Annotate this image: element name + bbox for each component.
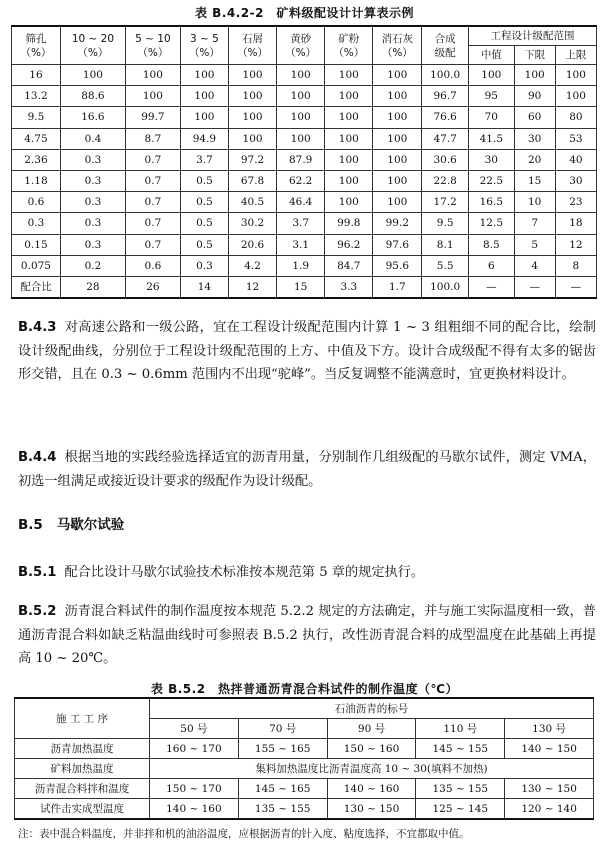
- table-cell: 3.7: [277, 213, 325, 234]
- clause-text: 根据当地的实践经验选择适宜的沥青用量，分别制作几组级配的马歇尔试件，测定 VMA，初选一组满足或接近设计要求的级配作为设计级配。: [18, 450, 596, 489]
- table-cell: 80: [555, 107, 596, 128]
- column-header: 中值: [469, 46, 515, 65]
- table-row: [15, 759, 594, 779]
- table-cell: 97.6: [373, 234, 422, 255]
- table-note: 注：表中混合料温度，并非拌和机的油浴温度，应根据沥青的针入度、粘度选择，不宜都取中值。: [18, 828, 470, 840]
- table-cell: 100: [325, 107, 373, 128]
- clause-number: B.4.4: [18, 450, 57, 465]
- clause-b-4-4: [18, 446, 596, 493]
- table-cell: 15: [277, 276, 325, 298]
- clause-b-5-2: [18, 600, 596, 671]
- table-cell: 0.3: [60, 213, 125, 234]
- table-cell: 140 ~ 150: [505, 739, 594, 759]
- clause-number: B.5.2: [18, 604, 57, 619]
- column-header: 70 号: [238, 719, 327, 739]
- clause-text: 沥青混合料试件的制作温度按本规范 5.2.2 规定的方法确定，并与施工实际温度相一致，普通沥青混合料如缺乏粘温曲线时可参照表 B.5.2 执行，改性沥青混合料的成型温度在此基础上再提高 10 ~ 20℃。: [18, 604, 596, 666]
- table-cell: 30.6: [422, 149, 469, 170]
- table-cell: 90: [514, 86, 555, 107]
- clause-number: B.4.3: [18, 320, 57, 335]
- table-cell: 96.2: [325, 234, 373, 255]
- table-cell: 120 ~ 140: [505, 799, 594, 820]
- table-cell: 9.5: [422, 213, 469, 234]
- section-title: 马歇尔试验: [56, 517, 125, 533]
- table-cell: 16.6: [60, 107, 125, 128]
- table-cell: 4: [514, 255, 555, 276]
- table-cell: 40: [555, 149, 596, 170]
- table-cell: —: [555, 276, 596, 298]
- table-cell: 100: [373, 149, 422, 170]
- table-cell: 100: [180, 65, 228, 86]
- table-row: [12, 149, 597, 170]
- row-label: 矿料加热温度: [15, 759, 150, 779]
- table-row: [12, 213, 597, 234]
- table-cell: 96.7: [422, 86, 469, 107]
- table2-caption: 表 B.5.2 热拌普通沥青混合料试件的制作温度（℃）: [150, 682, 459, 696]
- table-cell: 100: [325, 65, 373, 86]
- column-header: 5 ~ 10 （%）: [125, 26, 180, 65]
- table-cell: 53: [555, 128, 596, 149]
- table-cell: 145 ~ 155: [416, 739, 505, 759]
- table-cell: 95: [469, 86, 515, 107]
- table-cell: 100: [277, 86, 325, 107]
- table-cell: 84.7: [325, 255, 373, 276]
- table-cell: 13.2: [12, 86, 61, 107]
- table-cell: —: [514, 276, 555, 298]
- table-cell: 100: [514, 65, 555, 86]
- table-cell: 0.5: [180, 234, 228, 255]
- column-header: 消石灰 （%）: [373, 26, 422, 65]
- section-heading: [18, 513, 124, 533]
- table-cell: 0.5: [180, 192, 228, 213]
- table-row: [12, 86, 597, 107]
- table-cell: 125 ~ 145: [416, 799, 505, 820]
- table-cell: 26: [125, 276, 180, 298]
- table-cell: 150 ~ 160: [327, 739, 416, 759]
- table-cell: 100: [373, 107, 422, 128]
- table-cell: 1.9: [277, 255, 325, 276]
- table-cell: —: [469, 276, 515, 298]
- column-header: 合成 级配: [422, 26, 469, 65]
- table-cell: 6: [469, 255, 515, 276]
- table-cell: 3.3: [325, 276, 373, 298]
- column-header: 黄砂 （%）: [277, 26, 325, 65]
- table-cell: 2.36: [12, 149, 61, 170]
- column-header: 下限: [514, 46, 555, 65]
- table-cell: 配合比: [12, 276, 61, 298]
- table-cell: 145 ~ 165: [238, 779, 327, 799]
- table-row: [12, 255, 597, 276]
- table-cell: 0.3: [12, 213, 61, 234]
- table-cell: 40.5: [229, 192, 277, 213]
- table-cell: 100: [373, 86, 422, 107]
- column-header: 施 工 工 序: [15, 698, 150, 739]
- table-cell: 100: [180, 107, 228, 128]
- table-cell: 5: [514, 234, 555, 255]
- table-cell: 15: [514, 170, 555, 191]
- column-header: 10 ~ 20 （%）: [60, 26, 125, 65]
- table-cell: 130 ~ 150: [327, 799, 416, 820]
- table-cell: 0.5: [180, 170, 228, 191]
- table-cell: 47.7: [422, 128, 469, 149]
- table-cell: 0.15: [12, 234, 61, 255]
- table-cell: 8.7: [125, 128, 180, 149]
- column-header: 110 号: [416, 719, 505, 739]
- table-cell: 100: [229, 128, 277, 149]
- table-cell: 10: [514, 192, 555, 213]
- table-cell: 135 ~ 155: [238, 799, 327, 820]
- column-group-header: 石油沥青的标号: [150, 698, 594, 719]
- clause-b-5-1: [18, 561, 596, 585]
- table-cell: 4.75: [12, 128, 61, 149]
- table-cell: 0.5: [180, 213, 228, 234]
- column-header: 50 号: [150, 719, 239, 739]
- table-cell: 12.5: [469, 213, 515, 234]
- table-row: [12, 65, 597, 86]
- table-row: [12, 107, 597, 128]
- table-cell: 9.5: [12, 107, 61, 128]
- gradation-table: [11, 25, 597, 299]
- table-cell: 160 ~ 170: [150, 739, 239, 759]
- clause-text: 对高速公路和一级公路，宜在工程设计级配范围内计算 1 ~ 3 组粗细不同的配合比，绘制设计级配曲线，分别位于工程设计级配范围的上方、中值及下方。设计合成级配不得有太多的锯齿形交错，且在 0.3 ~ 0.6mm 范围内不出现“驼峰”。当反复调整不能满意时，宜更换材料设计。: [18, 320, 596, 382]
- table-cell: 0.6: [125, 255, 180, 276]
- table-cell: 12: [229, 276, 277, 298]
- table-cell: 14: [180, 276, 228, 298]
- table-cell: 100: [373, 192, 422, 213]
- table-cell: 22.5: [469, 170, 515, 191]
- table-header-row: [12, 26, 597, 46]
- table-cell: 0.3: [60, 149, 125, 170]
- table-cell: 100.0: [422, 276, 469, 298]
- table-cell: 12: [555, 234, 596, 255]
- table-cell: 130 ~ 150: [505, 779, 594, 799]
- row-label: 试件击实成型温度: [15, 799, 150, 820]
- table-cell: 100: [229, 65, 277, 86]
- row-label: 沥青混合料拌和温度: [15, 779, 150, 799]
- table-cell: 99.8: [325, 213, 373, 234]
- table-cell: 0.7: [125, 192, 180, 213]
- table-cell: 97.2: [229, 149, 277, 170]
- table-cell: 76.6: [422, 107, 469, 128]
- table-row: [12, 234, 597, 255]
- column-group-header: 工程设计级配范围: [469, 26, 597, 46]
- table-cell: 0.3: [60, 234, 125, 255]
- clause-text: 配合比设计马歇尔试验技术标准按本规范第 5 章的规定执行。: [64, 565, 425, 580]
- table-cell: 100: [469, 65, 515, 86]
- table-cell: 3.7: [180, 149, 228, 170]
- table-cell: 0.7: [125, 234, 180, 255]
- table-cell: 100.0: [422, 65, 469, 86]
- temperature-table: [14, 697, 594, 820]
- table-cell: 100: [277, 107, 325, 128]
- column-header: 90 号: [327, 719, 416, 739]
- column-header: 3 ~ 5 （%）: [180, 26, 228, 65]
- table-cell: 100: [325, 128, 373, 149]
- table-cell: 87.9: [277, 149, 325, 170]
- table-cell: 100: [277, 65, 325, 86]
- table-cell: 0.3: [60, 170, 125, 191]
- table-cell: 17.2: [422, 192, 469, 213]
- table-cell: 94.9: [180, 128, 228, 149]
- table-cell: 0.2: [60, 255, 125, 276]
- table-cell: 100: [125, 65, 180, 86]
- table-cell: 140 ~ 160: [150, 799, 239, 820]
- table-row: [15, 739, 594, 759]
- table-cell: 100: [60, 65, 125, 86]
- table-cell: 99.7: [125, 107, 180, 128]
- section-number: B.5: [18, 517, 43, 533]
- table-row: [12, 192, 597, 213]
- table-cell: 16: [12, 65, 61, 86]
- table-cell: 5.5: [422, 255, 469, 276]
- table-cell: 28: [60, 276, 125, 298]
- table-row: [15, 779, 594, 799]
- table-cell: 3.1: [277, 234, 325, 255]
- table-cell: 0.7: [125, 170, 180, 191]
- table-cell: 100: [555, 86, 596, 107]
- table-cell: 16.5: [469, 192, 515, 213]
- table-cell: 67.8: [229, 170, 277, 191]
- table-cell: 100: [277, 128, 325, 149]
- table-cell: 0.4: [60, 128, 125, 149]
- table-cell: 100: [325, 149, 373, 170]
- table-row: [12, 276, 597, 298]
- table-cell: 22.8: [422, 170, 469, 191]
- table-cell: 0.6: [12, 192, 61, 213]
- column-header: 石屑 （%）: [229, 26, 277, 65]
- table-row: [15, 799, 594, 820]
- table-cell: 70: [469, 107, 515, 128]
- column-header: 矿粉 （%）: [325, 26, 373, 65]
- table-cell: 0.075: [12, 255, 61, 276]
- table-cell: 88.6: [60, 86, 125, 107]
- table-cell: 99.2: [373, 213, 422, 234]
- column-header: 130 号: [505, 719, 594, 739]
- column-header: 上限: [555, 46, 596, 65]
- table-row: [12, 170, 597, 191]
- table-cell: 30: [514, 128, 555, 149]
- table-cell: 0.7: [125, 213, 180, 234]
- table-cell: 100: [373, 170, 422, 191]
- table-cell: 集料加热温度比沥青温度高 10 ~ 30(填料不加热): [150, 759, 594, 779]
- table-row: [12, 128, 597, 149]
- table-cell: 7: [514, 213, 555, 234]
- table-cell: 8.5: [469, 234, 515, 255]
- table-cell: 140 ~ 160: [327, 779, 416, 799]
- table-cell: 18: [555, 213, 596, 234]
- table-cell: 8.1: [422, 234, 469, 255]
- table-header-row: [15, 698, 594, 719]
- table-cell: 100: [555, 65, 596, 86]
- table-cell: 1.18: [12, 170, 61, 191]
- table-cell: 100: [229, 86, 277, 107]
- table-cell: 1.7: [373, 276, 422, 298]
- table-cell: 150 ~ 170: [150, 779, 239, 799]
- table-cell: 100: [229, 107, 277, 128]
- row-label: 沥青加热温度: [15, 739, 150, 759]
- table-cell: 30.2: [229, 213, 277, 234]
- table-cell: 0.3: [180, 255, 228, 276]
- table-cell: 135 ~ 155: [416, 779, 505, 799]
- table-cell: 100: [325, 170, 373, 191]
- table-cell: 4.2: [229, 255, 277, 276]
- table-cell: 0.7: [125, 149, 180, 170]
- table-cell: 8: [555, 255, 596, 276]
- column-header: 筛孔 （%）: [12, 26, 61, 65]
- table-cell: 100: [180, 86, 228, 107]
- table-cell: 95.6: [373, 255, 422, 276]
- table-cell: 20: [514, 149, 555, 170]
- table-cell: 100: [325, 86, 373, 107]
- table-cell: 100: [373, 65, 422, 86]
- table-cell: 41.5: [469, 128, 515, 149]
- table-cell: 46.4: [277, 192, 325, 213]
- table-cell: 60: [514, 107, 555, 128]
- table-cell: 155 ~ 165: [238, 739, 327, 759]
- table-cell: 100: [373, 128, 422, 149]
- table-cell: 30: [469, 149, 515, 170]
- table1-caption: 表 B.4.2-2 矿料级配设计计算表示例: [195, 6, 414, 20]
- clause-b-4-3: [18, 316, 596, 387]
- clause-number: B.5.1: [18, 565, 57, 580]
- table-cell: 100: [125, 86, 180, 107]
- table-cell: 20.6: [229, 234, 277, 255]
- table-cell: 23: [555, 192, 596, 213]
- table-cell: 30: [555, 170, 596, 191]
- table-cell: 0.3: [60, 192, 125, 213]
- table-cell: 62.2: [277, 170, 325, 191]
- table-cell: 100: [325, 192, 373, 213]
